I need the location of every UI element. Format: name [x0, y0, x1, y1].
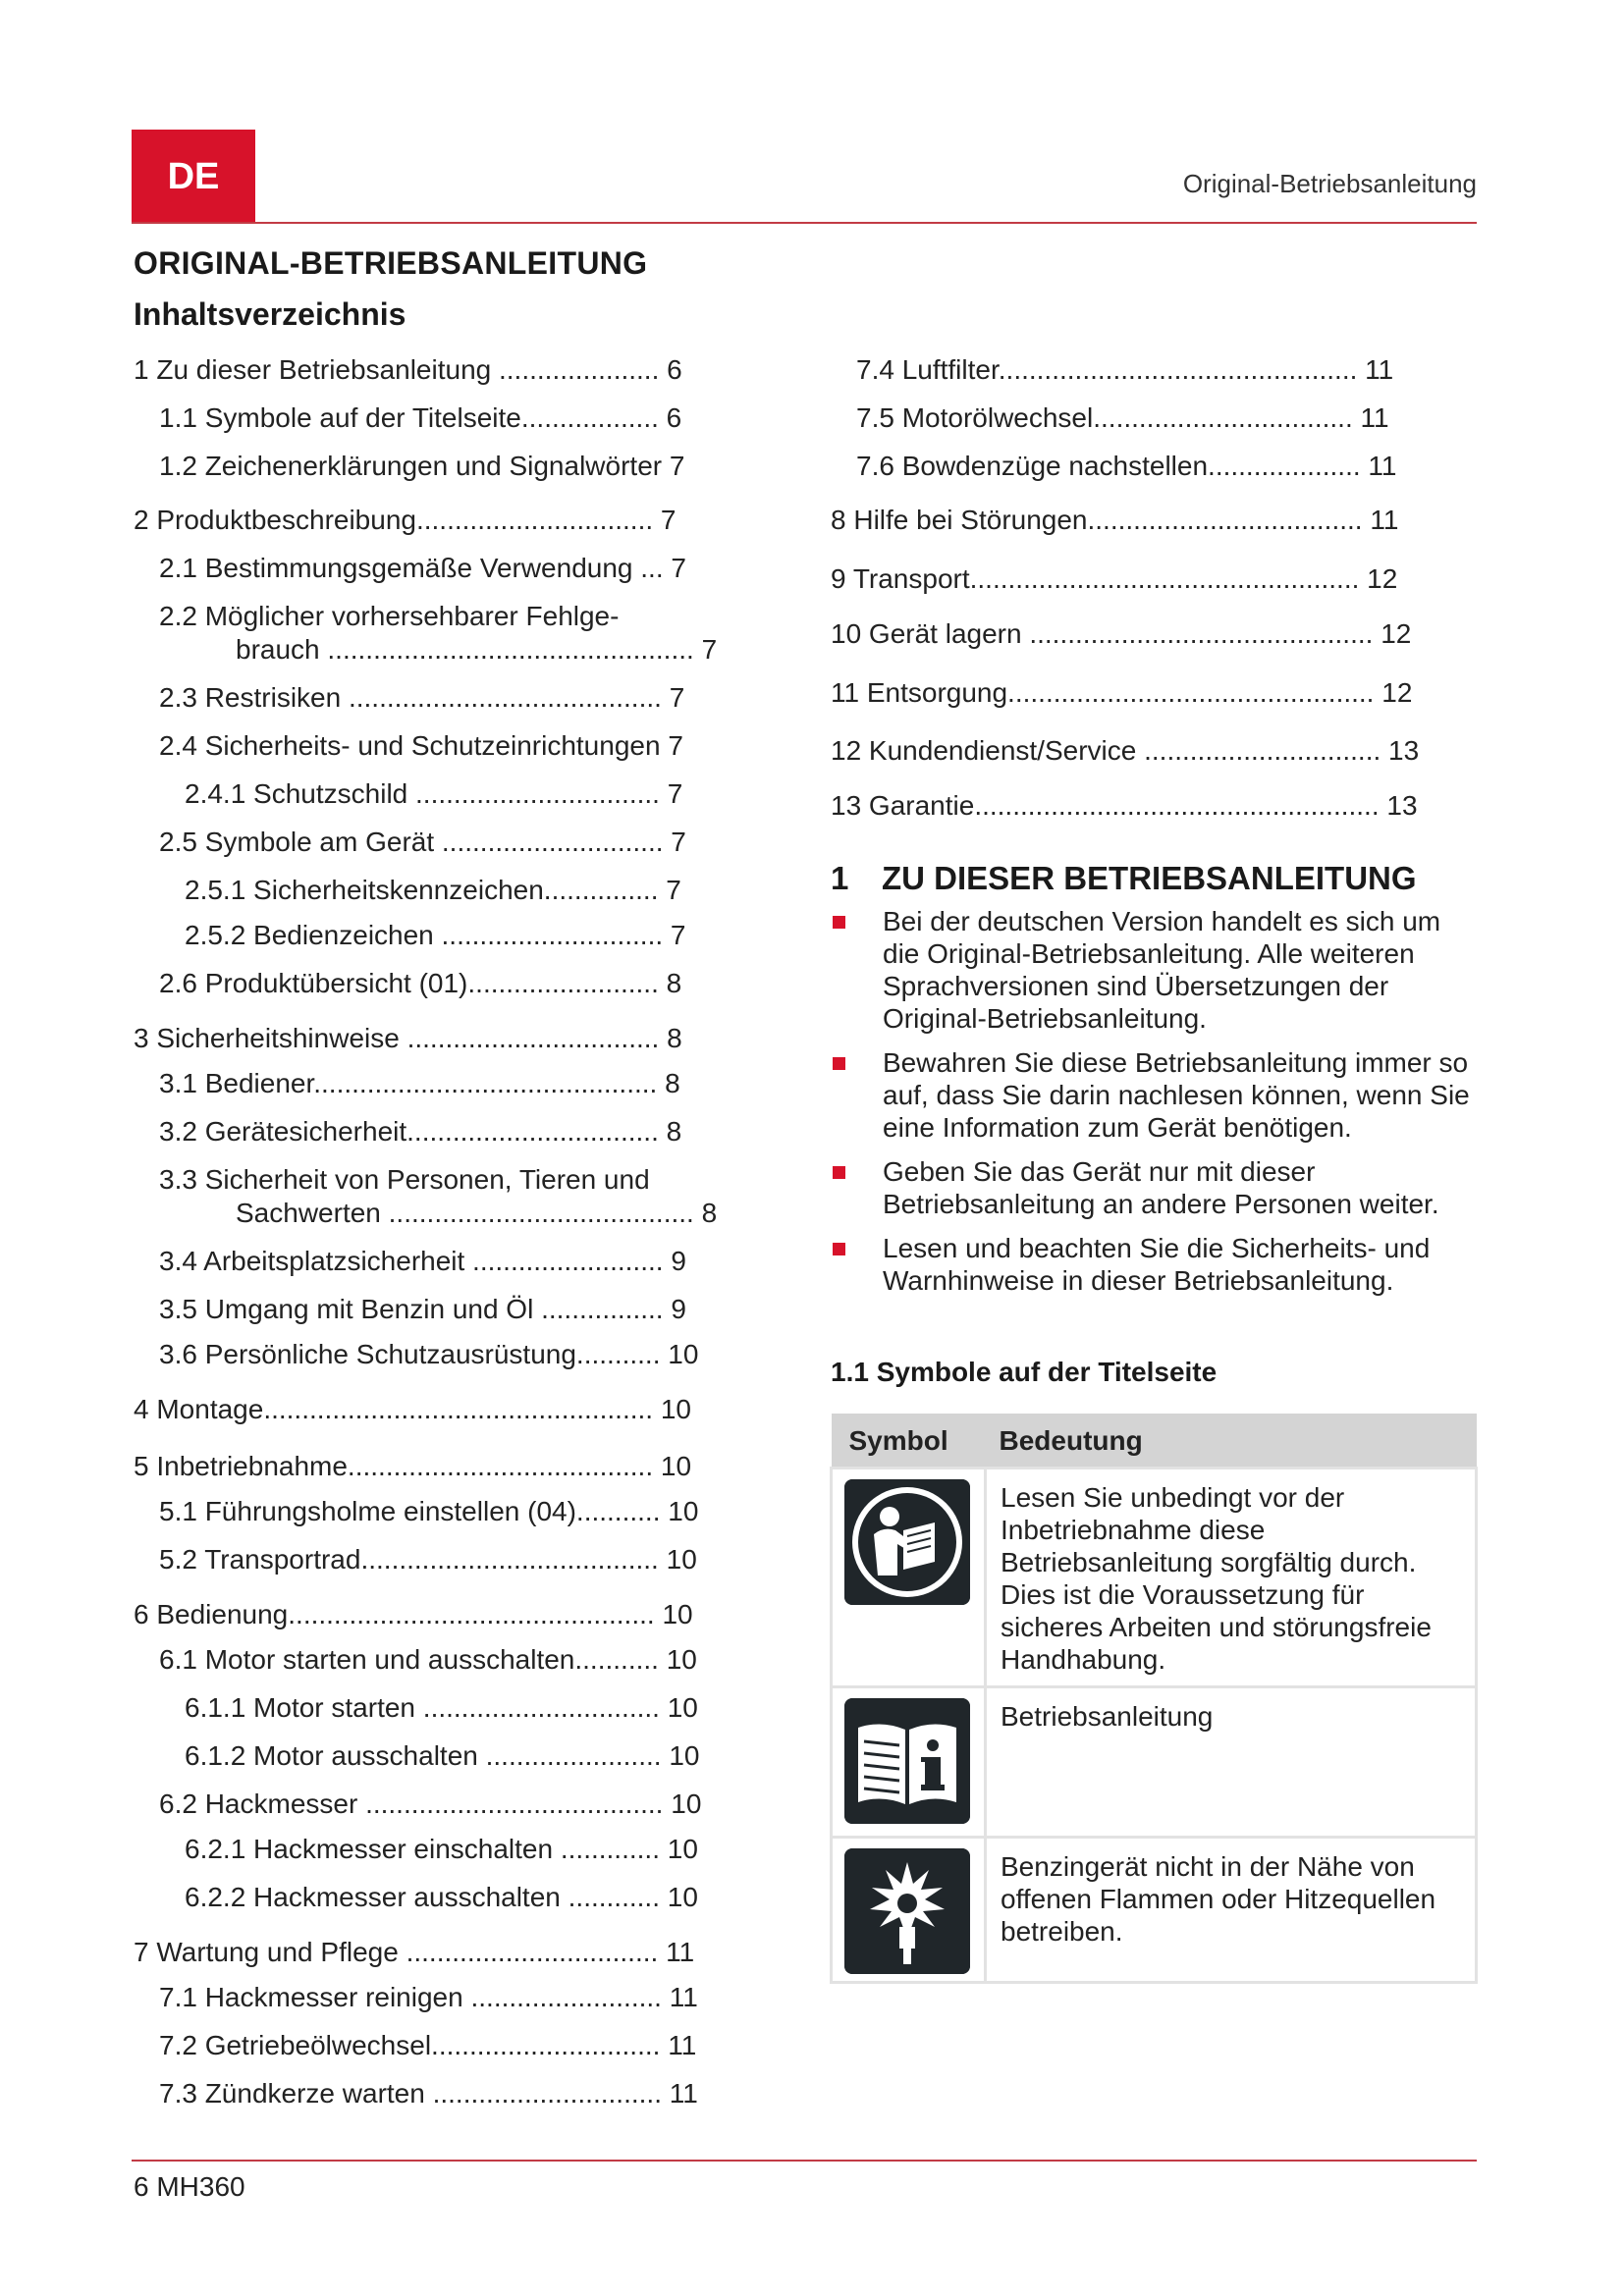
bullet-text: Lesen und beachten Sie die Sicherheits- und Warnhinweise in dieser Betriebsanleitung.: [883, 1233, 1431, 1296]
toc-entry[interactable]: 10 Gerät lagern ............................................. 12: [831, 618, 1412, 649]
bullet-square-icon: [833, 916, 845, 929]
section-number: 1: [831, 860, 849, 896]
header-divider: [132, 222, 1477, 224]
toc-entry[interactable]: 6.1 Motor starten und ausschalten........... 10: [159, 1644, 697, 1675]
table-row: [832, 1838, 1477, 1983]
bullet-text: Bewahren Sie diese Betriebsanleitung immer so auf, dass Sie darin nachlesen können, wenn Sie eine Information zum Gerät benötigen.: [883, 1047, 1470, 1143]
toc-entry[interactable]: 2 Produktbeschreibung............................... 7: [134, 505, 677, 535]
bullet-item: [831, 1046, 1479, 1144]
toc-entry[interactable]: 2.3 Restrisiken ......................................... 7: [159, 682, 685, 713]
toc-entry[interactable]: 1 Zu dieser Betriebsanleitung ..................... 6: [134, 354, 682, 385]
toc-entry[interactable]: 7.3 Zündkerze warten .............................. 11: [159, 2078, 698, 2109]
toc-entry[interactable]: 3.1 Bediener............................................. 8: [159, 1068, 680, 1098]
symbol-cell: [832, 1838, 986, 1983]
toc-entry[interactable]: 2.6 Produktübersicht (01)......................... 8: [159, 968, 682, 998]
table-row: [832, 1468, 1477, 1687]
document-title: ORIGINAL-BETRIEBSANLEITUNG: [134, 245, 648, 281]
table-row: [832, 1687, 1477, 1838]
toc-entry[interactable]: 7.5 Motorölwechsel.................................. 11: [856, 402, 1389, 433]
toc-entry[interactable]: [134, 600, 754, 667]
toc-entry[interactable]: 3.6 Persönliche Schutzausrüstung........... 10: [159, 1339, 699, 1369]
symbol-table: [830, 1414, 1478, 1984]
bullet-item: [831, 905, 1479, 1035]
toc-entry[interactable]: 1.2 Zeichenerklärungen und Signalwörter 7: [159, 451, 685, 481]
toc-entry[interactable]: 11 Entsorgung................................................ 12: [831, 677, 1413, 708]
toc-entry[interactable]: 9 Transport................................................... 12: [831, 563, 1398, 594]
bullet-square-icon: [833, 1057, 845, 1070]
header-title: Original-Betriebsanleitung: [1182, 169, 1477, 198]
toc-entry[interactable]: 5.2 Transportrad....................................... 10: [159, 1544, 697, 1575]
toc-entry[interactable]: 7.1 Hackmesser reinigen ......................... 11: [159, 1982, 698, 2012]
bullet-item: [831, 1232, 1479, 1297]
toc-entry[interactable]: 2.1 Bestimmungsgemäße Verwendung ... 7: [159, 553, 686, 583]
toc-entry-line: 2.2 Möglicher vorhersehbarer Fehlge-: [159, 601, 620, 631]
table-header-symbol: Symbol: [832, 1414, 986, 1468]
toc-entry[interactable]: 3.2 Gerätesicherheit................................. 8: [159, 1116, 682, 1147]
toc-heading: Inhaltsverzeichnis: [134, 296, 406, 332]
toc-entry[interactable]: 7.4 Luftfilter............................................... 11: [856, 354, 1394, 385]
toc-entry[interactable]: 6 Bedienung................................................ 10: [134, 1599, 693, 1629]
toc-entry[interactable]: 7.6 Bowdenzüge nachstellen.................... 11: [856, 451, 1397, 481]
subsection-heading: 1.1 Symbole auf der Titelseite: [831, 1357, 1218, 1387]
section-title: ZU DIESER BETRIEBSANLEITUNG: [882, 860, 1417, 896]
toc-entry[interactable]: 2.5 Symbole am Gerät ............................. 7: [159, 827, 686, 857]
toc-entry[interactable]: 6.1.2 Motor ausschalten ....................... 10: [185, 1740, 700, 1771]
meaning-cell: Betriebsanleitung: [986, 1687, 1477, 1838]
bullet-item: [831, 1155, 1479, 1220]
toc-entry[interactable]: 5 Inbetriebnahme........................................ 10: [134, 1451, 692, 1481]
table-header-row: [832, 1414, 1477, 1468]
section-heading: [831, 860, 1417, 897]
toc-left-column: [134, 353, 754, 2110]
toc-entry[interactable]: 6.2.2 Hackmesser ausschalten ............ 10: [185, 1882, 698, 1912]
toc-entry[interactable]: 3.5 Umgang mit Benzin und Öl ................ 9: [159, 1294, 686, 1324]
toc-entry[interactable]: 2.4 Sicherheits- und Schutzeinrichtungen 7: [159, 730, 683, 761]
manual-info-icon: [844, 1698, 970, 1824]
toc-right-column: [831, 353, 1435, 823]
toc-entry[interactable]: 7.2 Getriebeölwechsel.............................. 11: [159, 2030, 697, 2060]
language-badge: DE: [132, 130, 255, 224]
toc-entry[interactable]: 2.5.1 Sicherheitskennzeichen............... 7: [185, 875, 681, 905]
meaning-cell: Lesen Sie unbedingt vor der Inbetriebnahme diese Betriebsanleitung sorgfältig durch. Dies ist die Voraussetzung für sicheres Arbeiten und störungsfreie Handhabung.: [986, 1468, 1477, 1687]
toc-entry-continuation: Sachwerten ........................................ 8: [236, 1198, 718, 1228]
toc-entry-continuation: brauch ................................................ 7: [236, 634, 718, 665]
bullet-list: [831, 905, 1479, 1308]
bullet-text: Bei der deutschen Version handelt es sich um die Original-Betriebsanleitung. Alle weiteren Sprachversionen sind Übersetzungen der Original-Betriebsanleitung.: [883, 906, 1441, 1034]
page-footer: 6 MH360: [134, 2171, 245, 2202]
toc-entry[interactable]: 2.5.2 Bedienzeichen ............................. 7: [185, 920, 686, 950]
toc-entry[interactable]: 8 Hilfe bei Störungen.................................... 11: [831, 505, 1399, 535]
toc-entry[interactable]: 4 Montage................................................... 10: [134, 1394, 691, 1424]
bullet-square-icon: [833, 1166, 845, 1179]
toc-entry[interactable]: 13 Garantie..................................................... 13: [831, 790, 1418, 821]
toc-entry[interactable]: 5.1 Führungsholme einstellen (04)........... 10: [159, 1496, 699, 1526]
toc-entry[interactable]: 3 Sicherheitshinweise ................................. 8: [134, 1023, 682, 1053]
bullet-text: Geben Sie das Gerät nur mit dieser Betriebsanleitung an andere Personen weiter.: [883, 1156, 1439, 1219]
toc-entry[interactable]: 7 Wartung und Pflege ................................. 11: [134, 1937, 695, 1967]
toc-entry[interactable]: 12 Kundendienst/Service ............................... 13: [831, 735, 1420, 766]
toc-entry[interactable]: [134, 1163, 754, 1230]
symbol-cell: [832, 1468, 986, 1687]
read-manual-icon: [844, 1479, 970, 1605]
toc-entry-line: 3.3 Sicherheit von Personen, Tieren und: [159, 1164, 650, 1195]
footer-divider: [132, 2160, 1477, 2162]
toc-entry[interactable]: 6.2 Hackmesser ....................................... 10: [159, 1789, 702, 1819]
symbol-cell: [832, 1687, 986, 1838]
meaning-cell: Benzingerät nicht in der Nähe von offenen Flammen oder Hitzequellen betreiben.: [986, 1838, 1477, 1983]
toc-entry[interactable]: 2.4.1 Schutzschild ................................ 7: [185, 778, 683, 809]
toc-entry[interactable]: 6.2.1 Hackmesser einschalten ............. 10: [185, 1834, 698, 1864]
bullet-square-icon: [833, 1243, 845, 1255]
toc-entry[interactable]: 6.1.1 Motor starten ............................... 10: [185, 1692, 698, 1723]
toc-entry[interactable]: 1.1 Symbole auf der Titelseite.................. 6: [159, 402, 682, 433]
no-open-flame-icon: [844, 1848, 970, 1974]
toc-entry[interactable]: 3.4 Arbeitsplatzsicherheit ......................... 9: [159, 1246, 686, 1276]
table-header-meaning: Bedeutung: [986, 1414, 1477, 1468]
